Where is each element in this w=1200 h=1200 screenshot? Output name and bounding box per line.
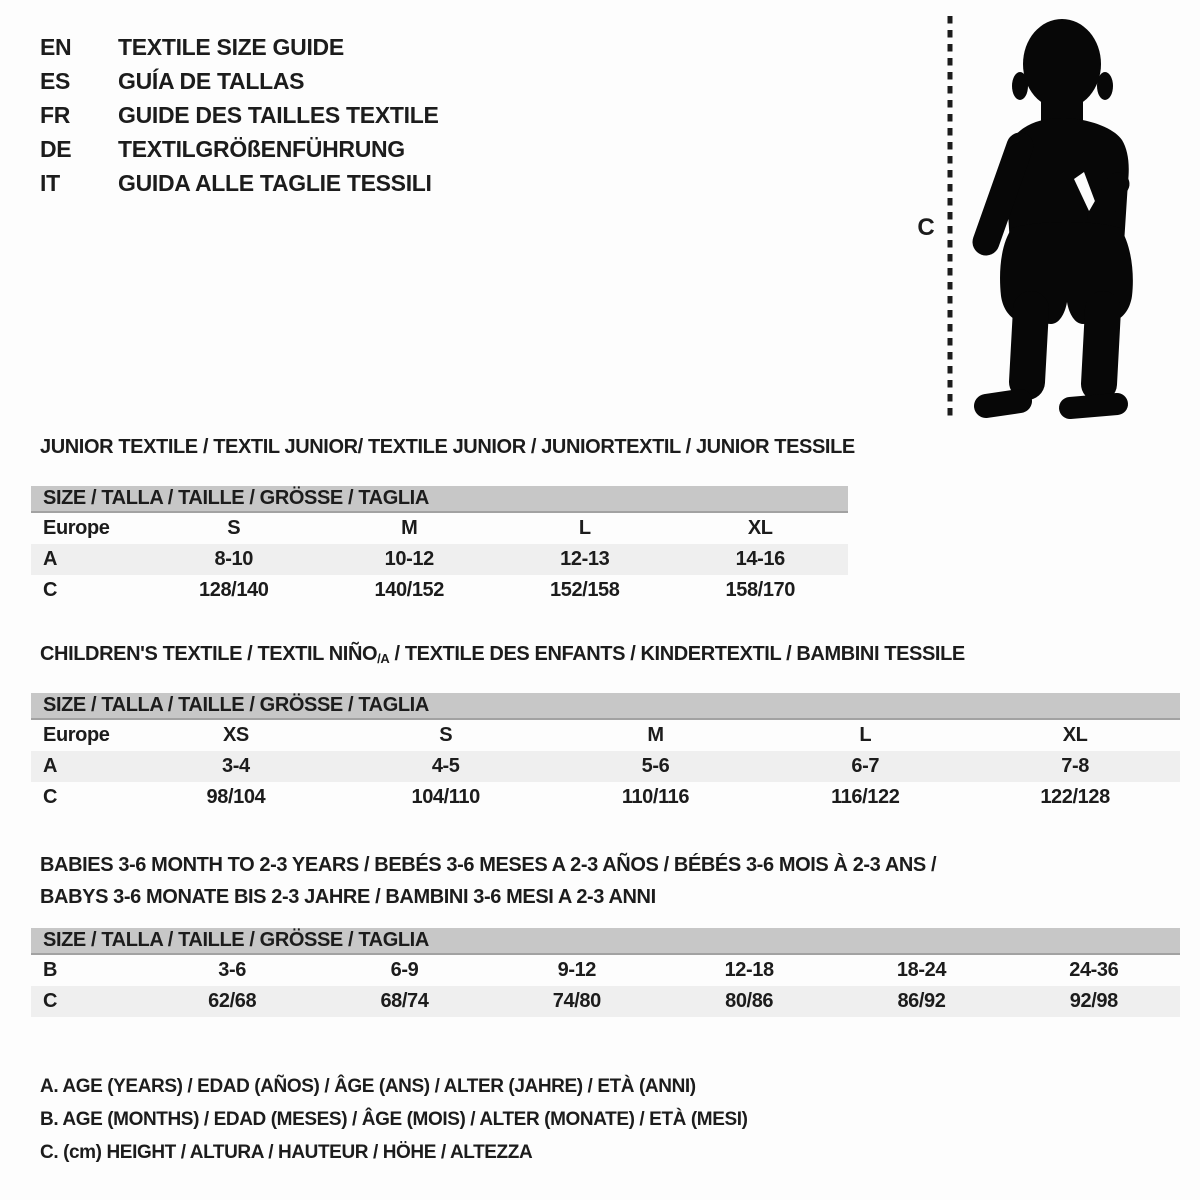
cell: 3-4 [222, 755, 250, 777]
cell: 9-12 [557, 959, 597, 981]
cell: XS [222, 724, 249, 746]
cell: 128/140 [199, 579, 269, 601]
lang-title: GUIDE DES TAILLES TEXTILE [118, 102, 439, 128]
cell: 62/68 [208, 990, 257, 1012]
legend-line-a: A. AGE (YEARS) / EDAD (AÑOS) / ÂGE (ANS) / ALTER (JAHRE) / ETÀ (ANNI) [40, 1076, 696, 1097]
cell: 86/92 [897, 990, 946, 1012]
row-label: C [43, 990, 58, 1012]
lang-code: DE [40, 136, 72, 162]
cell: L [859, 724, 872, 746]
children-size-table [31, 693, 1180, 813]
lang-code: EN [40, 34, 72, 60]
table-row-height [31, 986, 1180, 1017]
cell: M [401, 517, 418, 539]
cell: 4-5 [431, 755, 460, 777]
children-heading-text: / TEXTILE DES ENFANTS / KINDERTEXTIL / BAMBINI TESSILE [389, 643, 965, 665]
lang-title: TEXTILE SIZE GUIDE [118, 34, 344, 60]
lang-code: ES [40, 68, 71, 94]
row-label: Europe [43, 724, 110, 746]
cell: XL [747, 517, 773, 539]
toddler-silhouette-icon [968, 14, 1143, 424]
lang-title: TEXTILGRÖßENFÜHRUNG [118, 136, 405, 162]
lang-row-de [40, 132, 439, 166]
babies-size-table [31, 928, 1180, 1017]
cell: 14-16 [735, 548, 785, 570]
cell: 10-12 [384, 548, 434, 570]
cell: 110/116 [621, 786, 690, 808]
cell: S [227, 517, 241, 539]
lang-code: FR [40, 102, 71, 128]
lang-row-fr [40, 98, 439, 132]
babies-heading-line1: BABIES 3-6 MONTH TO 2-3 YEARS / BEBÉS 3-6 MESES A 2-3 AÑOS / BÉBÉS 3-6 MOIS À 2-3 ANS / [40, 854, 937, 876]
junior-size-table [31, 486, 848, 606]
cell: 98/104 [206, 786, 266, 808]
babies-section-heading [40, 849, 936, 913]
row-label: C [43, 786, 58, 808]
cell: 80/86 [725, 990, 774, 1012]
measurement-legend [40, 1070, 748, 1169]
cell: 158/170 [725, 579, 795, 601]
lang-row-en [40, 30, 439, 64]
legend-line-c: C. (cm) HEIGHT / ALTURA / HAUTEUR / HÖHE / ALTEZZA [40, 1142, 533, 1163]
cell: 24-36 [1069, 959, 1119, 981]
cell: 152/158 [550, 579, 620, 601]
cell: 8-10 [214, 548, 253, 570]
table-row-height [31, 575, 848, 606]
cell: 116/122 [831, 786, 900, 808]
cell: 5-6 [641, 755, 670, 777]
cell: 92/98 [1069, 990, 1118, 1012]
cell: S [439, 724, 453, 746]
cell: L [578, 517, 591, 539]
cell: 3-6 [218, 959, 247, 981]
table-row-europe [31, 720, 1180, 751]
junior-section-heading: JUNIOR TEXTILE / TEXTIL JUNIOR/ TEXTILE JUNIOR / JUNIORTEXTIL / JUNIOR TESSILE [40, 436, 855, 458]
lang-title: GUIDA ALLE TAGLIE TESSILI [118, 170, 432, 196]
legend-line-b: B. AGE (MONTHS) / EDAD (MESES) / ÂGE (MOIS) / ALTER (MONATE) / ETÀ (MESI) [40, 1109, 748, 1130]
language-title-list [40, 30, 439, 200]
size-header-bar: SIZE / TALLA / TAILLE / GRÖSSE / TAGLIA [31, 928, 1180, 955]
cell: M [647, 724, 664, 746]
cell: 6-9 [390, 959, 419, 981]
row-label: A [43, 755, 58, 777]
children-section-heading [40, 641, 965, 672]
cell: 74/80 [552, 990, 601, 1012]
cell: 68/74 [380, 990, 429, 1012]
table-row-age-months [31, 955, 1180, 986]
table-row-europe [31, 513, 848, 544]
cell: 140/152 [374, 579, 444, 601]
cell: 12-13 [560, 548, 610, 570]
row-label: A [43, 548, 58, 570]
cell: 12-18 [724, 959, 774, 981]
children-heading-subscript: /A [377, 651, 390, 666]
measure-label-c: C [917, 214, 935, 241]
lang-row-es [40, 64, 439, 98]
row-label: C [43, 579, 58, 601]
cell: 7-8 [1061, 755, 1089, 777]
cell: XL [1062, 724, 1088, 746]
children-heading-text: CHILDREN'S TEXTILE / TEXTIL NIÑO [40, 643, 378, 665]
cell: 122/128 [1040, 786, 1110, 808]
table-row-age-years [31, 544, 848, 575]
babies-heading-line2: BABYS 3-6 MONATE BIS 2-3 JAHRE / BAMBINI 3-6 MESI A 2-3 ANNI [40, 886, 656, 908]
table-row-height [31, 782, 1180, 813]
table-row-age-years [31, 751, 1180, 782]
row-label: Europe [43, 517, 110, 539]
height-measure-dashed-line-icon [946, 16, 954, 420]
lang-title: GUÍA DE TALLAS [118, 68, 305, 94]
cell: 104/110 [411, 786, 480, 808]
lang-row-it [40, 166, 439, 200]
size-header-bar: SIZE / TALLA / TAILLE / GRÖSSE / TAGLIA [31, 486, 848, 513]
row-label: B [43, 959, 58, 981]
size-header-bar: SIZE / TALLA / TAILLE / GRÖSSE / TAGLIA [31, 693, 1180, 720]
lang-code: IT [40, 170, 60, 196]
cell: 18-24 [896, 959, 947, 981]
cell: 6-7 [851, 755, 880, 777]
